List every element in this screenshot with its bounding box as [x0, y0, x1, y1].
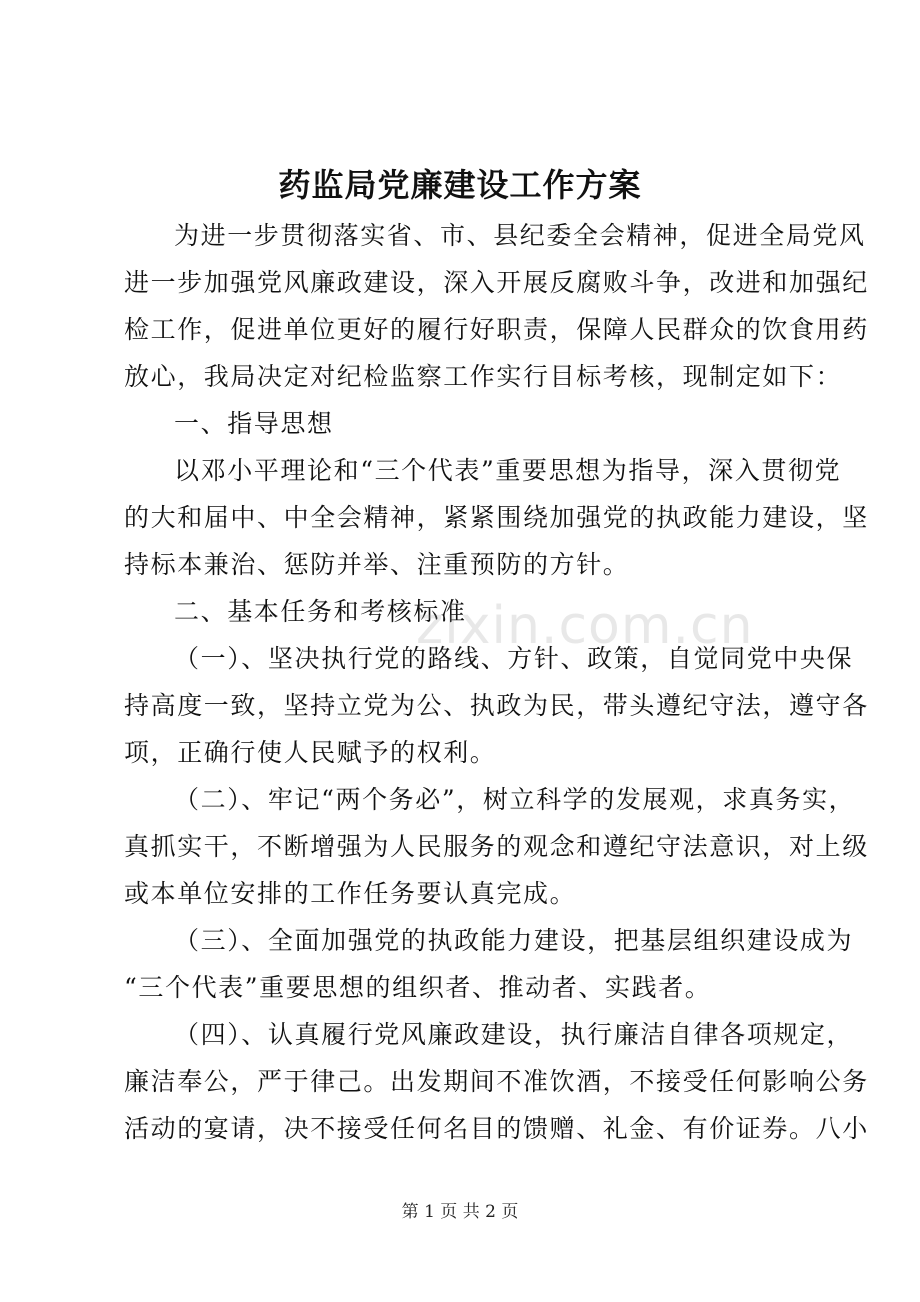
paragraph-line: 检工作，促进单位更好的履行好职责，保障人民群众的饮食用药	[124, 315, 869, 344]
paragraph-line: 或本单位安排的工作任务要认真完成。	[124, 879, 577, 908]
paragraph-line: （三）、全面加强党的执政能力建设，把基层组织建设成为	[174, 926, 854, 955]
paragraph-line: 活动的宴请，决不接受任何名目的馈赠、礼金、有价证券。八小	[124, 1114, 869, 1143]
paragraph-line: 进一步加强党风廉政建设，深入开展反腐败斗争，改进和加强纪	[124, 268, 869, 297]
paragraph-line: 的大和届中、中全会精神，紧紧围绕加强党的执政能力建设，坚	[124, 503, 869, 532]
paragraph-line: 为进一步贯彻落实省、市、县纪委全会精神，促进全局党风	[174, 221, 866, 250]
paragraph-line: 真抓实干，不断增强为人民服务的观念和遵纪守法意识，对上级	[124, 832, 869, 861]
paragraph-line: 以邓小平理论和“三个代表”重要思想为指导，深入贯彻党	[174, 456, 842, 485]
paragraph-line: 廉洁奉公，严于律己。出发期间不准饮酒，不接受任何影响公务	[124, 1067, 869, 1096]
document-title: 药监局党廉建设工作方案	[278, 166, 642, 204]
section-heading: 二、基本任务和考核标准	[174, 597, 467, 626]
paragraph-line: 放心，我局决定对纪检监察工作实行目标考核，现制定如下：	[124, 362, 843, 391]
page-footer: 第 1 页 共 2 页	[401, 1202, 519, 1222]
paragraph-line: （二）、牢记“两个务必”，树立科学的发展观，求真务实，	[174, 785, 856, 814]
paragraph-line: 持高度一致，坚持立党为公、执政为民，带头遵纪守法，遵守各	[124, 691, 869, 720]
watermark: zixin.com.cn	[416, 596, 754, 656]
paragraph-line: “三个代表”重要思想的组织者、推动者、实践者。	[124, 973, 712, 1002]
section-heading: 一、指导思想	[174, 409, 334, 438]
paragraph-line: 项，正确行使人民赋予的权利。	[124, 738, 497, 767]
paragraph-line: 持标本兼治、惩防并举、注重预防的方针。	[124, 550, 630, 579]
paragraph-line: （一）、坚决执行党的路线、方针、政策，自觉同党中央保	[174, 644, 854, 673]
paragraph-line: （四）、认真履行党风廉政建设，执行廉洁自律各项规定，	[174, 1020, 854, 1049]
